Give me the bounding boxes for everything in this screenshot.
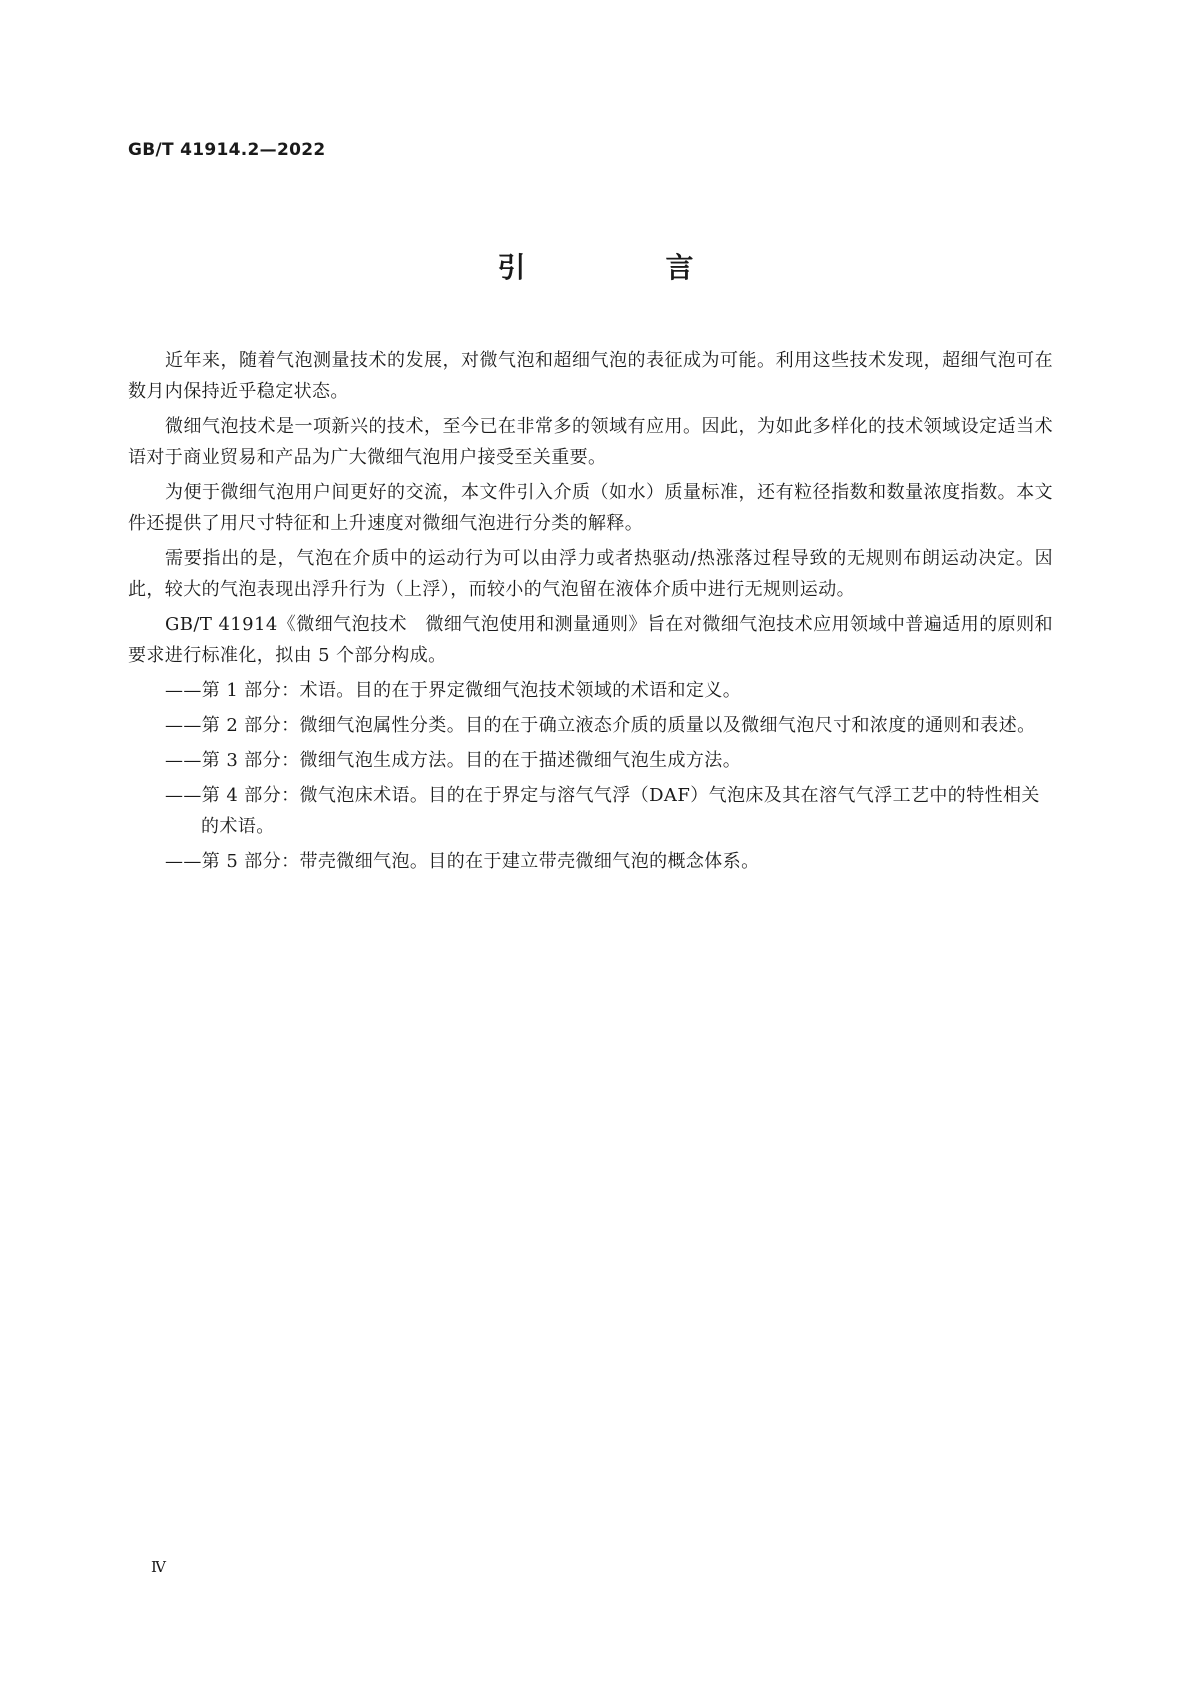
list-item: ——第 1 部分：术语。目的在于界定微细气泡技术领域的术语和定义。 [165, 680, 742, 701]
list-item: ——第 2 部分：微细气泡属性分类。目的在于确立液态介质的质量以及微细气泡尺寸和浓度的通则和表述。 [165, 715, 1036, 736]
list-item: ——第 4 部分：微气泡床术语。目的在于界定与溶气气浮（DAF）气泡床及其在溶气气浮工艺中的特性相关的术语。 [165, 785, 1040, 837]
page-title: 引 言 [497, 251, 750, 284]
standard-number: GB/T 41914.2—2022 [128, 140, 326, 160]
paragraph: 为便于微细气泡用户间更好的交流，本文件引入介质（如水）质量标准，还有粒径指数和数量浓度指数。本文件还提供了用尺寸特征和上升速度对微细气泡进行分类的解释。 [128, 482, 1053, 534]
list-item: ——第 5 部分：带壳微细气泡。目的在于建立带壳微细气泡的概念体系。 [165, 851, 760, 872]
paragraph: GB/T 41914《微细气泡技术 微细气泡使用和测量通则》旨在对微细气泡技术应用领域中普遍适用的原则和要求进行标准化，拟由 5 个部分构成。 [128, 614, 1053, 666]
list-item: ——第 3 部分：微细气泡生成方法。目的在于描述微细气泡生成方法。 [165, 750, 742, 771]
paragraph: 微细气泡技术是一项新兴的技术，至今已在非常多的领域有应用。因此，为如此多样化的技术领域设定适当术语对于商业贸易和产品为广大微细气泡用户接受至关重要。 [128, 416, 1053, 468]
paragraph: 需要指出的是，气泡在介质中的运动行为可以由浮力或者热驱动/热涨落过程导致的无规则布朗运动决定。因此，较大的气泡表现出浮升行为（上浮），而较小的气泡留在液体介质中进行无规则运动。 [128, 548, 1053, 600]
body-text [128, 345, 1053, 881]
page-number: Ⅳ [151, 1558, 166, 1576]
parts-list [128, 675, 1053, 877]
paragraph: 近年来，随着气泡测量技术的发展，对微气泡和超细气泡的表征成为可能。利用这些技术发现，超细气泡可在数月内保持近乎稳定状态。 [128, 350, 1053, 402]
